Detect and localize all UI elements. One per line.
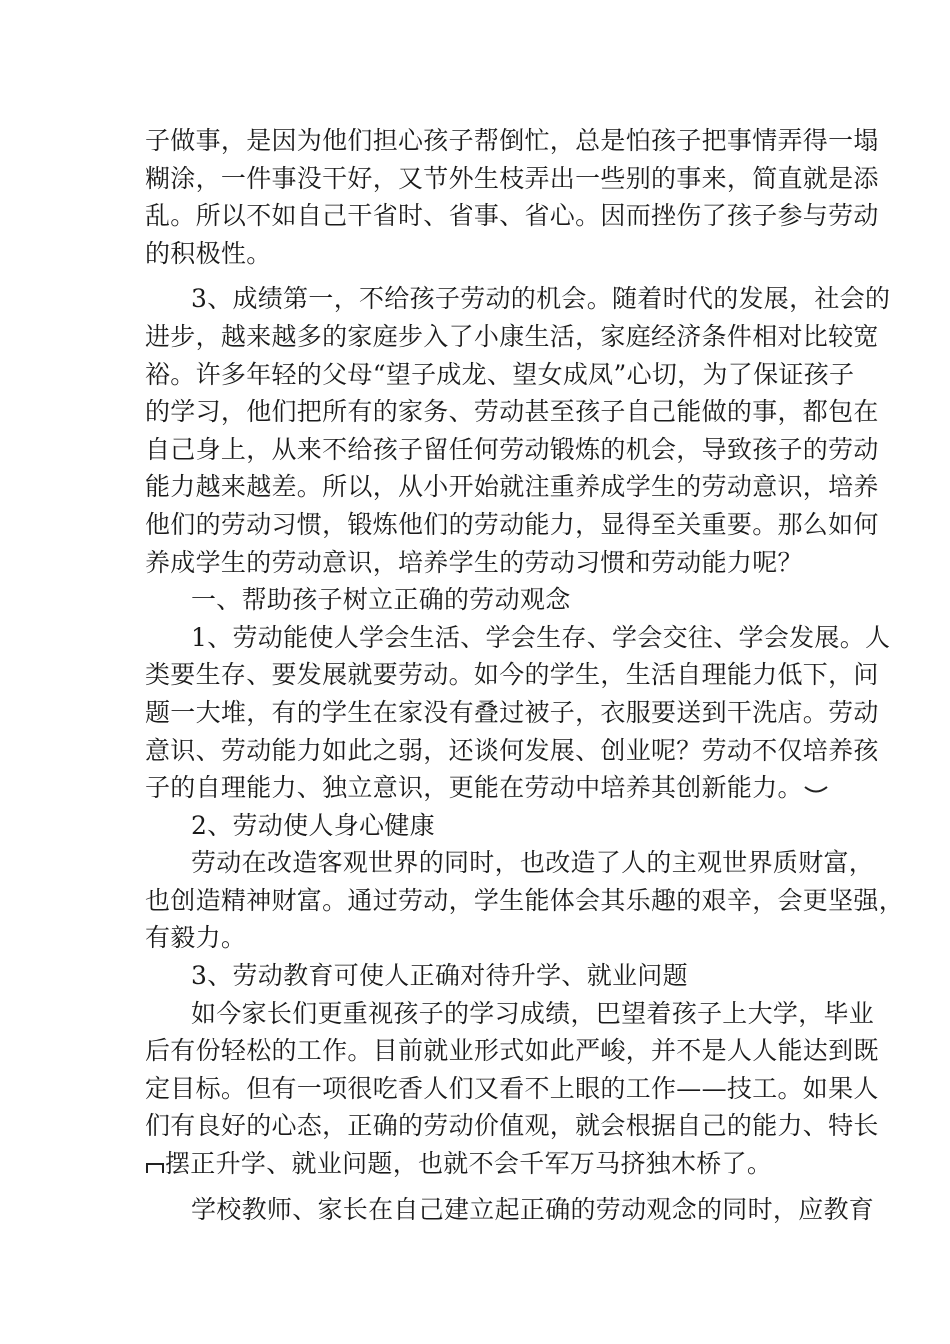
text-line: 劳动在改造客观世界的同时，也改造了人的主观世界质财富， [191, 848, 875, 878]
text-line: 后有份轻松的工作。目前就业形式如此严峻，并不是人人能达到既 [145, 1036, 879, 1066]
text-line: 乱。所以不如自己干省时、省事、省心。因而挫伤了孩子参与劳动 [145, 201, 879, 231]
text-line-with-mark [145, 1145, 825, 1183]
text-line: 1、劳动能使人学会生活、学会生存、学会交往、学会发展。人 [191, 622, 891, 652]
stray-mark-icon [803, 771, 829, 809]
text-line: 有毅力。 [145, 923, 247, 953]
text-line: 的学习，他们把所有的家务、劳动甚至孩子自己能做的事，都包在 [145, 397, 879, 427]
text-line: 他们的劳动习惯，锻炼他们的劳动能力，显得至关重要。那么如何 [145, 509, 879, 539]
text-line: 糊涂，一件事没干好，又节外生枝弄出一些别的事来，简直就是添 [145, 163, 879, 193]
subheading: 3、劳动教育可使人正确对待升学、就业问题 [191, 961, 688, 991]
text-line: 们有良好的心态，正确的劳动价值观，就会根据自己的能力、特长 [145, 1111, 879, 1141]
text-line-with-mark [145, 769, 825, 807]
text-line: 意识、劳动能力如此之弱，还谈何发展、创业呢？劳动不仅培养孩 [145, 735, 879, 765]
text-line: 题一大堆，有的学生在家没有叠过被子，衣服要送到干洗店。劳动 [145, 697, 879, 727]
text-line: 子的自理能力、独立意识，更能在劳动中培养其创新能力。 [145, 773, 803, 803]
text-line: 自己身上，从来不给孩子留任何劳动锻炼的机会，导致孩子的劳动 [145, 434, 879, 464]
text-line: 子做事，是因为他们担心孩子帮倒忙，总是怕孩子把事情弄得一塌 [145, 126, 879, 155]
text-line: 类要生存、要发展就要劳动。如今的学生，生活自理能力低下，问 [145, 660, 879, 690]
text-line: 3、成绩第一，不给孩子劳动的机会。随着时代的发展，社会的 [191, 284, 891, 314]
text-line: 学校教师、家长在自己建立起正确的劳动观念的同时，应教育 [191, 1194, 875, 1224]
text-line: 能力越来越差。所以，从小开始就注重养成学生的劳动意识，培养 [145, 472, 879, 502]
text-line: 的积极性。 [145, 238, 272, 268]
text-line: 进步，越来越多的家庭步入了小康生活，家庭经济条件相对比较宽 [145, 321, 879, 351]
text-line: 定目标。但有一项很吃香人们又看不上眼的工作——技工。如果人 [145, 1073, 879, 1103]
section-heading: 一、帮助孩子树立正确的劳动观念 [191, 585, 571, 615]
text-line: 裕。许多年轻的父母“望子成龙、望女成凤”心切，为了保证孩子 [145, 359, 855, 389]
subheading: 2、劳动使人身心健康 [191, 810, 435, 840]
document-body [145, 122, 905, 1228]
text-line: 摆正升学、就业问题，也就不会千军万马挤独木桥了。 [165, 1149, 773, 1179]
text-line: 如今家长们更重视孩子的学习成绩，巴望着孩子上大学，毕业 [191, 998, 875, 1028]
bracket-mark-icon [145, 1147, 165, 1185]
text-line: 也创造精神财富。通过劳动，学生能体会其乐趣的艰辛，会更坚强， [145, 885, 905, 915]
text-line: 养成学生的劳动意识，培养学生的劳动习惯和劳动能力呢？ [145, 547, 803, 577]
